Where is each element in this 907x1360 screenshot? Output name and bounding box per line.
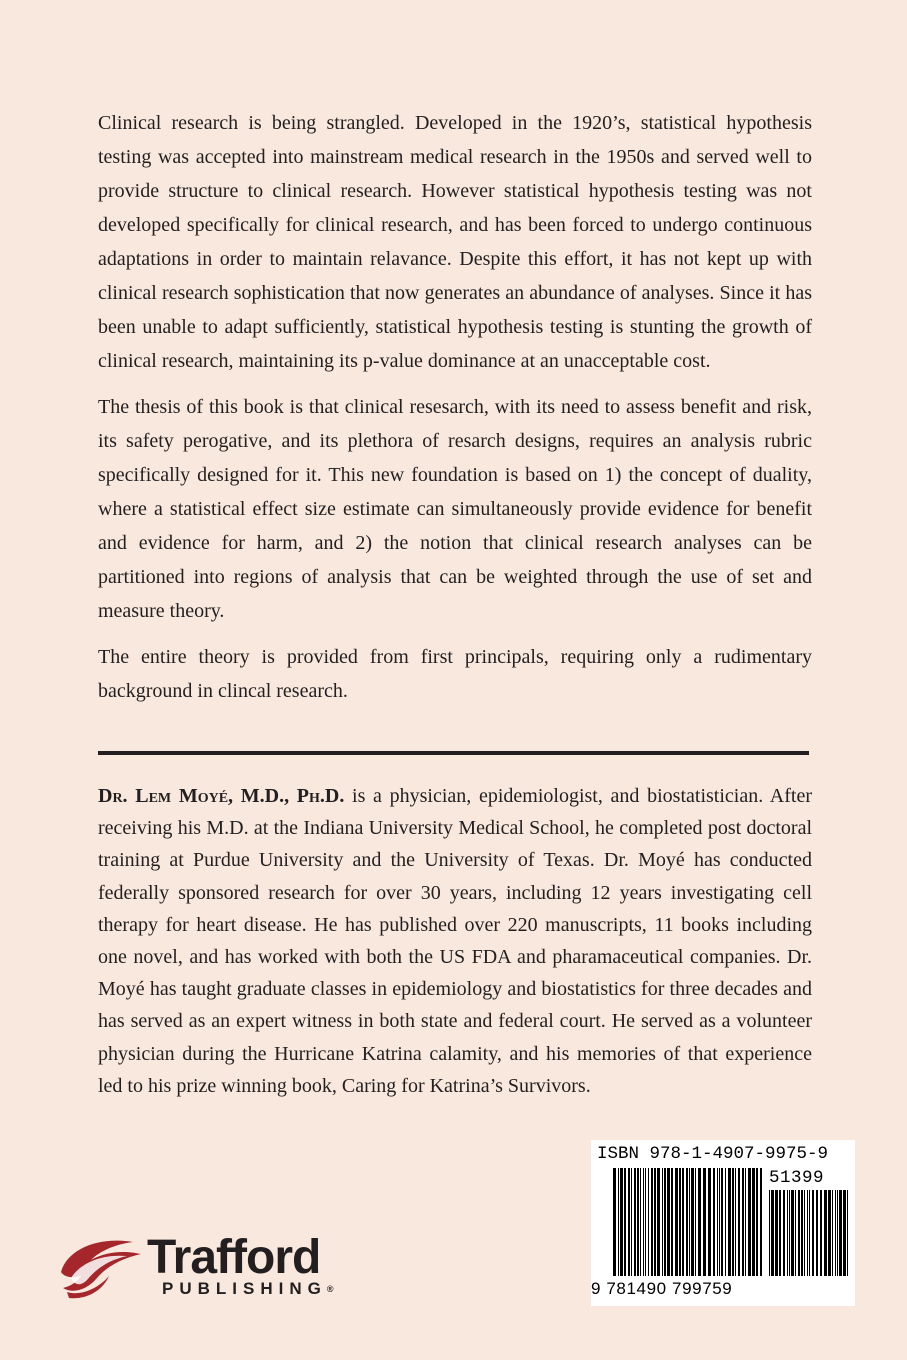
barcode-bar [771,1190,774,1276]
barcode-bar [691,1168,694,1276]
publisher-logo [57,1232,407,1304]
barcode-bar [682,1168,684,1276]
barcode-bar [760,1168,762,1276]
barcode-bar [832,1190,833,1276]
barcode-bar [648,1168,649,1276]
barcode-bar [735,1168,736,1276]
barcode-bar [745,1168,746,1276]
ean-digits: 9 781490 799759 [591,1279,733,1298]
barcode-bar [651,1168,653,1276]
barcode-bar [624,1168,626,1276]
publisher-subtitle: PUBLISHING® [162,1279,334,1298]
trafford-swoosh-icon [57,1232,149,1304]
barcode-bar [662,1168,663,1276]
barcode-bar [843,1190,846,1276]
author-bio [98,780,812,1102]
barcode-bar [634,1168,636,1276]
barcode-bar [748,1168,751,1276]
barcode-bar [695,1168,696,1276]
barcode-bar [787,1190,788,1276]
barcode-bar [820,1190,822,1276]
barcode-bar [835,1190,836,1276]
barcode-bar [628,1168,630,1276]
barcode-bar [828,1190,831,1276]
barcode-bar [847,1190,848,1276]
synopsis-paragraph-1: Clinical research is being strangled. Developed in the 1920’s, statistical hypothesis testing was accepted into mainstream medical research in the 1950s and served well to provide structure to clinical research. However statistical hypothesis testing was not developed specifically for clinical research, and has been forced to undergo continuous adaptations in order to maintain relavance. Despite this effort, it has not kept up with clinical research sophistication that now generates an abundance of analyses. Since it has been unable to adapt sufficiently, statistical hypothesis testing is stunting the growth of clinical research, maintaining its p-value dominance at an unacceptable cost. [98,112,812,372]
barcode-bar [783,1190,785,1276]
barcode-bar [798,1190,800,1276]
barcode-bar [679,1168,681,1276]
barcode-bar [654,1168,656,1276]
barcode-bar [657,1168,660,1276]
barcode-bar [839,1190,842,1276]
barcode-bar [645,1168,646,1276]
barcode-bar [631,1168,632,1276]
barcode-bar [738,1168,740,1276]
barcode-bar [708,1168,711,1276]
barcode-bar [717,1168,718,1276]
barcode-bar [637,1168,639,1276]
barcode-bar [742,1168,744,1276]
barcode-bar [791,1190,794,1276]
barcode-bar [721,1168,723,1276]
barcode-bar [769,1190,770,1276]
barcode-bar [728,1168,731,1276]
synopsis-paragraph-3: The entire theory is provided from first principals, requiring only a rudimentary background in clincal research. [98,646,812,702]
barcode-bar [671,1168,673,1276]
author-name: Dr. Lem Moyé, M.D., Ph.D. [98,785,345,807]
barcode-bar [675,1168,678,1276]
barcode-bar [804,1190,805,1276]
barcode-bar [643,1168,644,1276]
barcode-bar [686,1168,688,1276]
barcode-bar [837,1190,838,1276]
barcode-bar [618,1168,619,1276]
barcode-bar [795,1190,796,1276]
barcode-bar [689,1168,690,1276]
isbn-barcode [591,1140,855,1306]
barcode-bar [725,1168,726,1276]
section-divider [98,751,809,755]
barcode-bar [703,1168,706,1276]
barcode-bar [732,1168,734,1276]
barcode-bar [816,1190,818,1276]
barcode-bar [667,1168,670,1276]
book-synopsis [98,106,812,720]
barcode-bar [824,1190,827,1276]
isbn-number: ISBN 978-1-4907-9975-9 [597,1144,829,1164]
barcode-bar [779,1190,781,1276]
barcode-bar [807,1190,808,1276]
barcode-bar [789,1190,790,1276]
barcode-bar [719,1168,720,1276]
price-code: 51399 [769,1168,825,1188]
barcode-bar [613,1168,616,1276]
barcode-bar [809,1190,810,1276]
author-bio-text: is a physician, epidemiologist, and biostatistician. After receiving his M.D. at the Indiana University Medical School, he completed post doctoral training at Purdue University and the University of Texas. Dr. Moyé has conducted federally sponsored research for over 30 years, including 12 years investigating cell therapy for heart disease. He has published over 220 manuscripts, 11 books including one novel, and has worked with both the US FDA and pharamaceutical companies. Dr. Moyé has taught graduate classes in epidemiology and biostatistics for three decades and has served as an expert witness in both state and federal court. He served as a volunteer physician during the Hurricane Katrina calamity, and his memories of that experience led to his prize winning book, Caring for Katrina’s Survivors. [98,785,813,1097]
barcode-bar [756,1168,758,1276]
barcode-bar [752,1168,755,1276]
barcode-bar [620,1168,623,1276]
barcode-bar [801,1190,803,1276]
barcode-bar [812,1190,814,1276]
synopsis-paragraph-2: The thesis of this book is that clinical resesarch, with its need to assess benefit and risk, its safety perogative, and its plethora of resarch designs, requires an analysis rubric specifically designed for it. This new foundation is based on 1) the concept of duality, where a statistical effect size estimate can simultaneously provide evidence for benefit and evidence for harm, and 2) the notion that clinical research analyses can be partitioned into regions of analysis that can be weighted through the use of set and measure theory. [98,396,812,622]
barcode-bar [664,1168,666,1276]
barcode-bar [713,1168,715,1276]
barcode-bar [640,1168,641,1276]
publisher-name: Trafford [147,1231,321,1284]
barcode-bar [698,1168,701,1276]
barcode-bar [775,1190,778,1276]
